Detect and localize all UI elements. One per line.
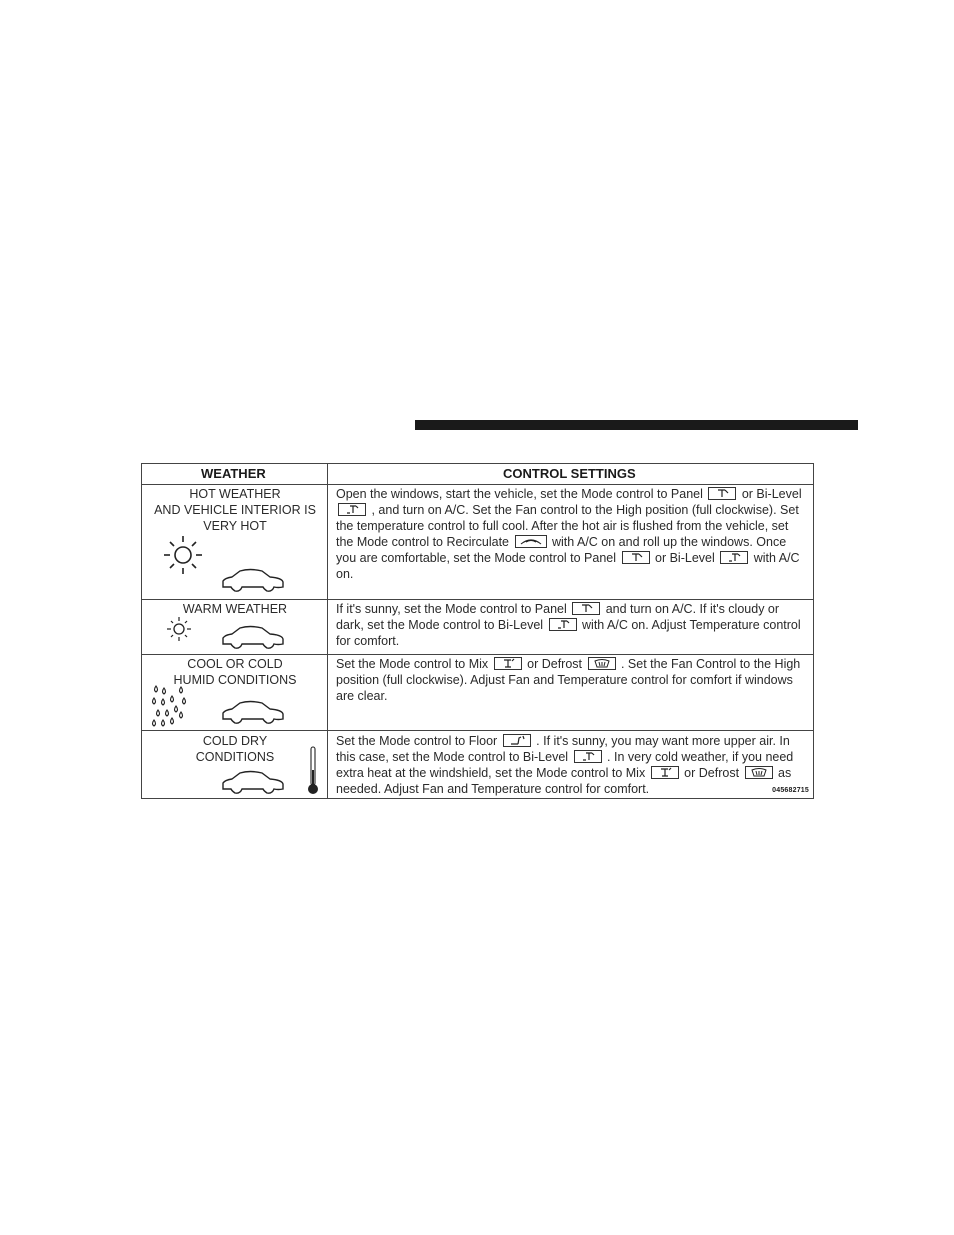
control-settings-cool-humid: Set the Mode control to Mix or Defrost . Set the Fan Control to the High position (full clockwise). Adjust Fan and Temperature control for comfort if windows are clear. [336,657,801,703]
recirculate-icon [515,535,547,548]
mix-mode-icon [494,657,522,670]
floor-mode-icon [503,734,531,747]
weather-cold-dry: COLD DRY CONDITIONS [195,734,275,764]
panel-mode-icon [572,602,600,615]
section-header-bar [415,420,858,430]
figure-code: 045682715 [772,787,809,794]
mix-mode-icon [651,766,679,779]
raindrops-icon [150,684,190,728]
defrost-icon [745,766,773,779]
header-weather: WEATHER [201,466,266,481]
car-icon [220,699,286,725]
car-icon [220,567,286,593]
header-control-settings: CONTROL SETTINGS [503,466,636,481]
control-settings-warm: If it's sunny, set the Mode control to Panel and turn on A/C. If it's cloudy or dark, set the Mode control to Bi-Level with A/C on. Adjust Temperature control for comfort. [336,602,801,648]
weather-warm: WARM WEATHER [182,602,288,616]
car-icon [220,624,286,650]
control-settings-hot: Open the windows, start the vehicle, set the Mode control to Panel or Bi-Level , and turn on A/C. Set the Fan control to the High position (full clockwise). Set the temperature control to full cool. After the hot air is flushed from the vehicle, set the Mode control to Recirculate with A/C on and roll up the windows. Once you are comfortable, set the Mode control to Panel or Bi-Level with A/C on. [336,487,802,581]
defrost-icon [588,657,616,670]
bilevel-mode-icon [574,750,602,763]
panel-mode-icon [622,551,650,564]
row-divider [142,730,813,731]
sun-icon [162,534,204,576]
thermometer-icon [306,746,320,796]
header-divider [142,484,813,485]
bilevel-mode-icon [338,503,366,516]
row-divider [142,654,813,655]
bilevel-mode-icon [720,551,748,564]
climate-control-table [141,463,814,799]
sun-icon [166,616,192,642]
bilevel-mode-icon [549,618,577,631]
panel-mode-icon [708,487,736,500]
weather-hot: HOT WEATHER AND VEHICLE INTERIOR IS VERY HOT [154,487,316,533]
weather-cool-humid: COOL OR COLD HUMID CONDITIONS [173,657,297,687]
car-icon [220,769,286,795]
row-divider [142,599,813,600]
control-settings-cold-dry: Set the Mode control to Floor . If it's sunny, you may want more upper air. In this case, set the Mode control to Bi-Level . In very cold weather, if you need extra heat at the windshield, set the Mode control to Mix or Defrost as needed. Adjust Fan and Temperature control for comfort. [336,734,794,796]
